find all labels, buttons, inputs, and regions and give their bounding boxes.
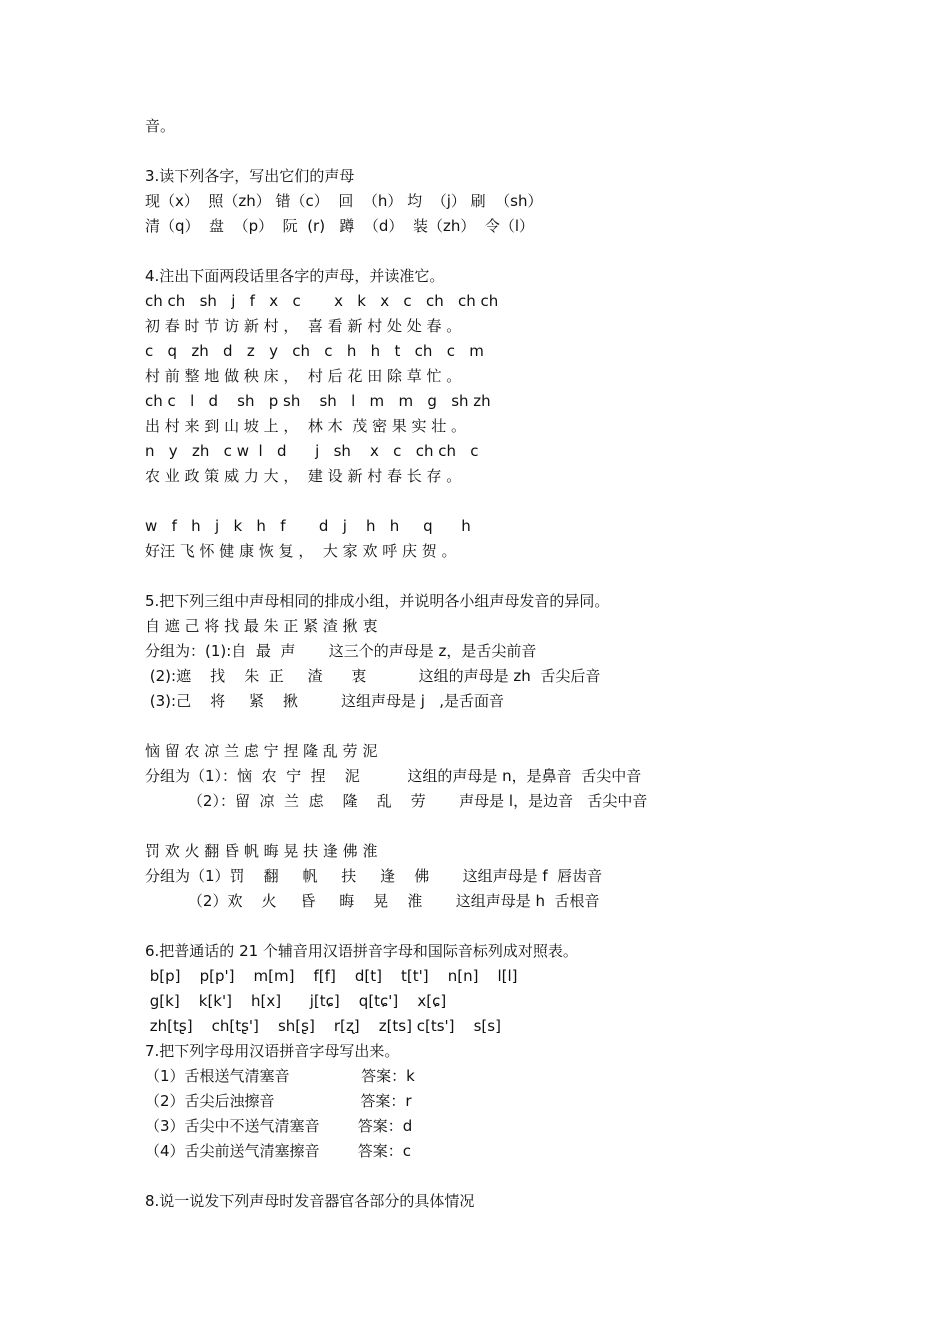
- question-4-heading: 4.注出下面两段话里各字的声母，并读准它。: [145, 267, 445, 285]
- question-6-heading: 6.把普通话的 21 个辅音用汉语拼音字母和国际音标列成对照表。: [145, 942, 578, 960]
- question-3-heading: 3.读下列各字，写出它们的声母: [145, 167, 355, 185]
- pinyin-line: n y zh c w l d j sh x c ch ch c: [145, 442, 479, 460]
- hanzi-line: 初 春 时 节 访 新 村 ， 喜 看 新 村 处 处 春 。: [145, 317, 462, 335]
- text-line: 音。: [145, 117, 176, 135]
- answer-line: （1）舌根送气清塞音 答案：k: [145, 1067, 415, 1085]
- question-8-heading: 8.说一说发下列声母时发音器官各部分的具体情况: [145, 1192, 475, 1210]
- text-line: 罚 欢 火 翻 昏 帆 晦 晃 扶 逢 佛 淮: [145, 842, 378, 860]
- text-line: 恼 留 农 凉 兰 虑 宁 捏 隆 乱 劳 泥: [145, 742, 378, 760]
- hanzi-line: 村 前 整 地 做 秧 床 ， 村 后 花 田 除 草 忙 。: [145, 367, 462, 385]
- text-line: 清（q） 盘 （p） 阮 (r) 蹲 （d） 装（zh） 令（l）: [145, 217, 535, 235]
- hanzi-line: 出 村 来 到 山 坡 上 ， 林 木 茂 密 果 实 壮 。: [145, 417, 467, 435]
- pinyin-line: w f h j k h f d j h h q h: [145, 517, 471, 535]
- hanzi-line: 好汪 飞 怀 健 康 恢 复 ， 大 家 欢 呼 庆 贺 。: [145, 542, 457, 560]
- text-line: 分组为（1）：恼 农 宁 捏 泥 这组的声母是 n，是鼻音 舌尖中音: [145, 767, 642, 785]
- answer-line: （2）舌尖后浊擦音 答案：r: [145, 1092, 412, 1110]
- text-line: （2）：留 凉 兰 虑 隆 乱 劳 声母是 l，是边音 舌尖中音: [145, 792, 648, 810]
- hanzi-line: 农 业 政 策 威 力 大 ， 建 设 新 村 春 长 存 。: [145, 467, 462, 485]
- answer-line: （3）舌尖中不送气清塞音 答案：d: [145, 1117, 413, 1135]
- text-line: (2):遮 找 朱 正 渣 衷 这组的声母是 zh 舌尖后音: [145, 667, 601, 685]
- text-line: 现（x） 照（zh） 错（c） 回 （h） 均 （j） 刷 （sh）: [145, 192, 543, 210]
- pinyin-line: c q zh d z y ch c h h t ch c m: [145, 342, 484, 360]
- pinyin-line: ch c l d sh p sh sh l m m g sh zh: [145, 392, 491, 410]
- text-line: (3):己 将 紧 揪 这组声母是 j ,是舌面音: [145, 692, 504, 710]
- answer-line: （4）舌尖前送气清塞擦音 答案：c: [145, 1142, 411, 1160]
- text-line: 自 遮 己 将 找 最 朱 正 紧 渣 揪 衷: [145, 617, 378, 635]
- ipa-line: zh[tʂ] ch[tʂ'] sh[ʂ] r[ʐ] z[ts] c[ts'] s[s]: [145, 1017, 501, 1035]
- ipa-line: b[p] p[p'] m[m] f[f] d[t] t[t'] n[n] l[l]: [145, 967, 518, 985]
- question-7-heading: 7.把下列字母用汉语拼音字母写出来。: [145, 1042, 400, 1060]
- text-line: （2）欢 火 昏 晦 晃 淮 这组声母是 h 舌根音: [145, 892, 600, 910]
- text-line: 分组为：(1):自 最 声 这三个的声母是 z，是舌尖前音: [145, 642, 537, 660]
- ipa-line: g[k] k[k'] h[x] j[tɕ] q[tɕ'] x[ɕ]: [145, 992, 447, 1010]
- pinyin-line: ch ch sh j f x c x k x c ch ch ch: [145, 292, 499, 310]
- text-line: 分组为（1）罚 翻 帆 扶 逢 佛 这组声母是 f 唇齿音: [145, 867, 603, 885]
- question-5-heading: 5.把下列三组中声母相同的排成小组，并说明各小组声母发音的异同。: [145, 592, 610, 610]
